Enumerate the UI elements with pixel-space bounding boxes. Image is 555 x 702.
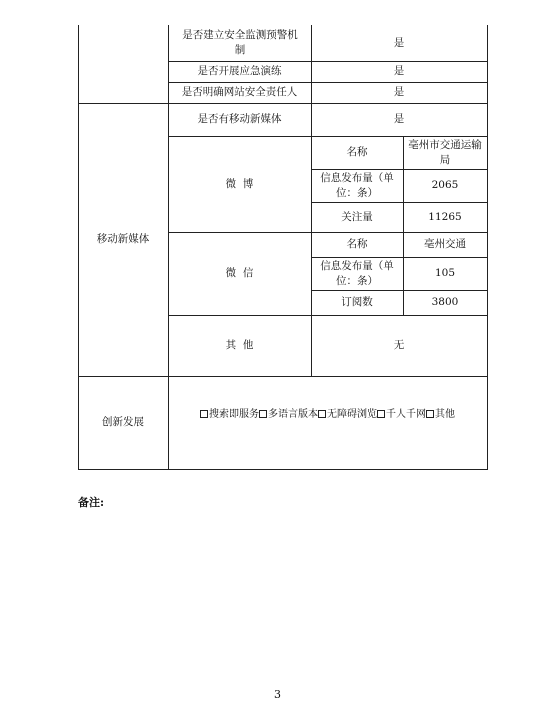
checkbox-icon[interactable] <box>259 410 267 418</box>
option-accessibility[interactable]: 无障碍浏览 <box>318 407 377 422</box>
weixin-name-value: 亳州交通 <box>424 238 466 250</box>
table-border-bottom <box>78 469 488 470</box>
checkbox-icon[interactable] <box>377 410 385 418</box>
weibo-followers-value: 11265 <box>428 210 462 223</box>
weibo-name-value: 亳州市交通运输局 <box>408 138 482 166</box>
weibo-posts-label: 信息发布量（单位：条） <box>320 171 394 199</box>
weibo-label: 微 博 <box>225 177 254 190</box>
weibo-posts-value: 2065 <box>431 179 459 191</box>
innovation-options <box>168 376 487 452</box>
page-number: 3 <box>274 688 281 701</box>
has-mobile-value: 是 <box>393 113 405 125</box>
other-media-label: 其 他 <box>225 339 254 351</box>
innovation-section-label: 创新发展 <box>102 416 144 428</box>
weixin-label: 微 信 <box>225 267 254 279</box>
security-officer-label: 是否明确网站安全责任人 <box>181 86 298 98</box>
table-border-right <box>487 25 488 469</box>
weibo-followers-label: 关注量 <box>341 210 373 223</box>
weixin-posts-value: 105 <box>434 267 456 279</box>
other-media-value: 无 <box>393 339 405 351</box>
option-multilingual[interactable]: 多语言版本 <box>259 407 318 422</box>
option-other[interactable]: 其他 <box>426 407 455 422</box>
security-monitoring-label: 是否建立安全监测预警机制 <box>182 29 298 56</box>
checkbox-icon[interactable] <box>200 410 208 418</box>
weixin-subscribers-label: 订阅数 <box>341 296 373 308</box>
security-monitoring-value: 是 <box>393 36 405 49</box>
weixin-subscribers-value: 3800 <box>431 296 459 308</box>
mobile-media-section-label: 移动新媒体 <box>96 233 150 245</box>
weibo-name-label: 名称 <box>346 146 368 158</box>
note-label: 备注: <box>78 496 105 509</box>
option-personalized[interactable]: 千人千网 <box>377 407 426 422</box>
security-officer-value: 是 <box>393 86 405 98</box>
has-mobile-label: 是否有移动新媒体 <box>197 113 282 125</box>
checkbox-icon[interactable] <box>426 410 434 418</box>
weixin-posts-label: 信息发布量（单位：条） <box>320 259 394 287</box>
emergency-drill-label: 是否开展应急演练 <box>197 65 282 77</box>
checkbox-icon[interactable] <box>318 410 326 418</box>
option-search-service[interactable]: 搜索即服务 <box>200 407 259 422</box>
weixin-name-label: 名称 <box>346 238 368 250</box>
emergency-drill-value: 是 <box>393 65 405 77</box>
